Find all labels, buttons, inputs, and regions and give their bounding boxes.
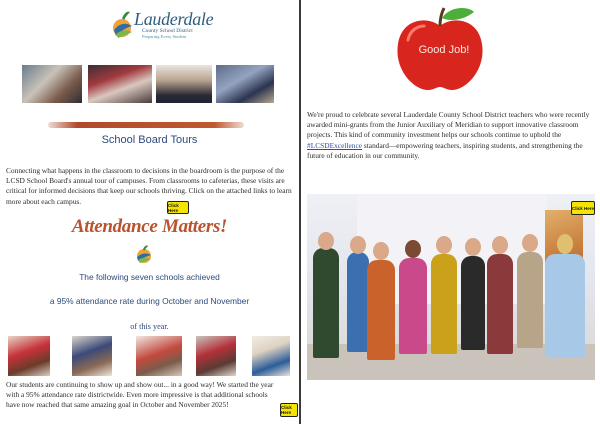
- person: [347, 252, 369, 352]
- closing-paragraph: Our students are continuing to show up and show out... in a good way! We started the year with a 95% attendance rate districtwide. Even more impressive is that additional schools have now reached that same amazing goal in October and November 2025!: [6, 380, 274, 410]
- person: [487, 254, 513, 354]
- person-head: [405, 240, 421, 258]
- logo-title: Lauderdale: [134, 9, 214, 29]
- person-head: [557, 234, 573, 254]
- person: [399, 258, 427, 354]
- student-photo: [252, 336, 290, 376]
- brush-divider: [48, 122, 244, 128]
- logo-tagline: Preparing Every Student: [142, 34, 187, 39]
- person-head: [350, 236, 366, 254]
- school-board-tours-heading: School Board Tours: [101, 134, 198, 146]
- logo-subtitle: County School District: [142, 28, 193, 34]
- person: [461, 256, 485, 350]
- attendance-heading: Attendance Matters!: [71, 216, 228, 237]
- student-photo: [196, 336, 236, 376]
- lcsd-excellence-link[interactable]: #LCSDExcellence: [307, 140, 363, 150]
- intro-paragraph: Connecting what happens in the classroom to decisions in the boardroom is the purpose of the LCSD School Board's annual tour of campuses. From classrooms to cafeterias, these visits are critical for informed decisions that keep our schools thriving. Click on the attached links to learn more about each campus.: [6, 166, 292, 206]
- tour-photo: [156, 65, 212, 103]
- tour-photo: [88, 65, 152, 103]
- attendance-line-2: a 95% attendance rate during October and November: [49, 296, 250, 306]
- good-job-label: Good Job!: [418, 44, 470, 56]
- person-head: [465, 238, 481, 256]
- page-divider: [299, 0, 301, 424]
- district-logo: [112, 6, 214, 46]
- person: [517, 252, 543, 348]
- attendance-line-3: of this year.: [130, 322, 169, 331]
- person-head: [522, 234, 538, 252]
- click-here-button[interactable]: Click Here: [167, 201, 189, 214]
- student-photo: [8, 336, 50, 376]
- person-head: [436, 236, 452, 254]
- person: [367, 260, 395, 360]
- teachers-group-photo: [307, 194, 595, 380]
- district-logo-small-icon: [135, 244, 153, 264]
- person-head: [492, 236, 508, 254]
- person: [313, 248, 339, 358]
- paragraph-text: standard—empowering teachers, inspiring students, and strengthening the future of education in our community.: [307, 140, 583, 160]
- mini-grants-paragraph: [307, 110, 595, 161]
- tour-photo: [22, 65, 82, 103]
- attendance-line-1: The following seven schools achieved: [79, 272, 220, 282]
- person: [545, 254, 585, 358]
- person-head: [373, 242, 389, 260]
- click-here-button[interactable]: Click Here: [280, 403, 298, 417]
- person: [431, 254, 457, 354]
- paragraph-text: We're proud to celebrate several Lauderdale County School District teachers who were recently awarded mini-grants from the Junior Auxiliary of Meridian to support innovative classroom projects. This kind of community investment helps our schools continue to uphold the: [307, 110, 590, 140]
- left-page: [0, 0, 299, 424]
- student-photo: [72, 336, 112, 376]
- person-head: [318, 232, 334, 250]
- click-here-button[interactable]: Click Here: [571, 201, 595, 215]
- tour-photo: [216, 65, 274, 103]
- student-photo: [136, 336, 182, 376]
